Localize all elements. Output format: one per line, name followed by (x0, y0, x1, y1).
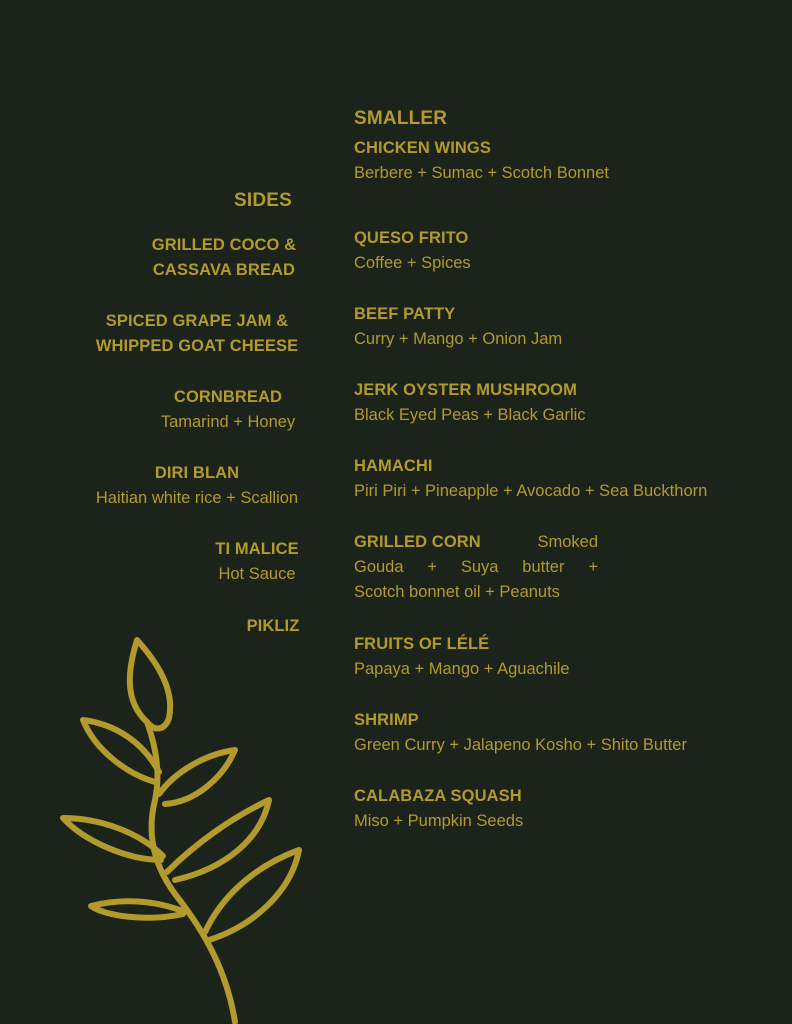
item-name-line: GRILLED COCO & (151, 236, 297, 254)
side-item-spiced-grape-jam (57, 309, 337, 359)
menu-item-calabaza-squash (354, 784, 774, 834)
item-name: DIRI BLAN (154, 464, 240, 482)
item-description: Miso + Pumpkin Seeds (354, 812, 524, 830)
sides-heading: SIDES (234, 190, 293, 211)
item-name-line: SPICED GRAPE JAM & (105, 312, 289, 330)
item-description-word: Gouda (354, 558, 404, 576)
item-description: Piri Piri + Pineapple + Avocado + Sea Buckthorn (354, 482, 708, 500)
item-description: Berbere + Sumac + Scotch Bonnet (354, 164, 609, 182)
item-name: JERK OYSTER MUSHROOM (354, 381, 577, 399)
leaf-branch-icon (55, 632, 315, 1024)
item-name: QUESO FRITO (354, 229, 469, 247)
item-name: CORNBREAD (173, 388, 283, 406)
item-description-line: Smoked (537, 533, 598, 551)
menu-item-beef-patty (354, 302, 774, 352)
menu-item-jerk-oyster-mushroom (354, 378, 774, 428)
menu-item-queso-frito (354, 226, 774, 276)
side-item-diri-blan (57, 461, 337, 511)
menu-item-shrimp (354, 708, 774, 758)
menu-item-fruits-of-lele (354, 632, 774, 682)
item-description: Tamarind + Honey (160, 413, 296, 431)
item-name: HAMACHI (354, 457, 433, 475)
item-name: FRUITS OF LÉLÉ (354, 635, 490, 653)
item-description-word: + (427, 558, 438, 576)
item-name-line: CASSAVA BREAD (152, 261, 296, 279)
item-description: Curry + Mango + Onion Jam (354, 330, 563, 348)
smaller-heading: SMALLER (354, 108, 448, 129)
item-description: Haitian white rice + Scallion (95, 489, 299, 507)
item-description: Hot Sauce (218, 565, 296, 583)
item-description-word: Suya (460, 558, 499, 576)
item-name: TI MALICE (215, 540, 299, 558)
item-description: Black Eyed Peas + Black Garlic (354, 406, 586, 424)
item-description-line: Scotch bonnet oil + Peanuts (354, 583, 560, 601)
item-name: CHICKEN WINGS (354, 139, 491, 157)
menu-item-chicken-wings (354, 136, 774, 186)
item-description: Papaya + Mango + Aguachile (354, 660, 570, 678)
side-item-grilled-coco (84, 233, 364, 283)
item-name: CALABAZA SQUASH (354, 787, 522, 805)
item-description: Coffee + Spices (354, 254, 471, 272)
item-description: Green Curry + Jalapeno Kosho + Shito Butter (354, 736, 687, 754)
menu-item-hamachi (354, 454, 774, 504)
item-name-line: WHIPPED GOAT CHEESE (95, 337, 299, 355)
item-description-word: + (588, 558, 598, 576)
item-name: BEEF PATTY (354, 305, 456, 323)
side-item-ti-malice (117, 537, 397, 587)
item-name: GRILLED CORN (354, 533, 481, 551)
item-name: PIKLIZ (246, 617, 300, 635)
item-name: SHRIMP (354, 711, 419, 729)
item-description-word: butter (522, 558, 565, 576)
side-item-cornbread (88, 385, 368, 435)
